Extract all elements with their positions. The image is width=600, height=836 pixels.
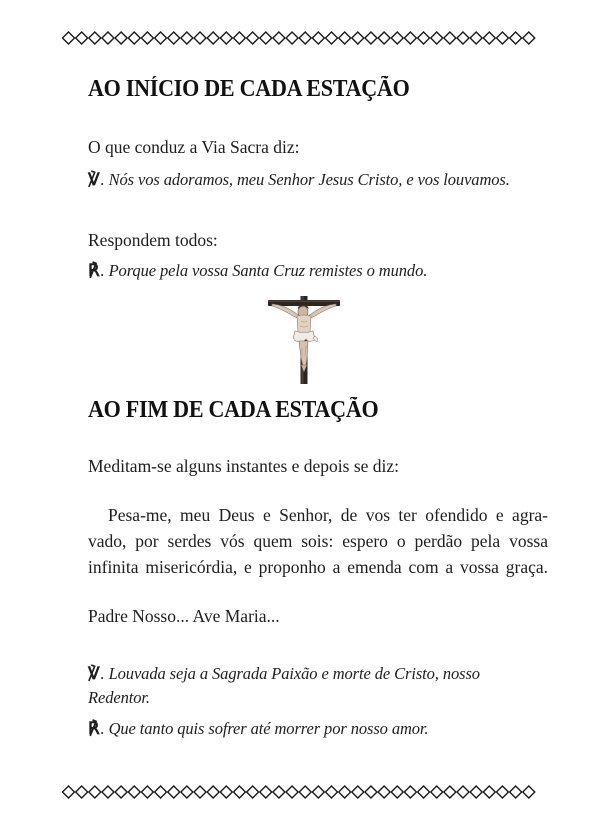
diamond-chain-link <box>523 786 535 798</box>
diamond-chain-link <box>76 786 88 798</box>
diamond-chain-link <box>418 786 430 798</box>
prayer-line-3: infinita misericórdia, e proponho a emenda com a vossa graça. <box>88 557 548 577</box>
diamond-chain-link <box>220 786 232 798</box>
diamond-chain-link <box>273 32 285 44</box>
diamond-chain-link <box>365 32 377 44</box>
versicle-line-end-2: Redentor. <box>88 688 150 707</box>
diamond-chain-link <box>365 786 377 798</box>
response-symbol: ℟ <box>88 261 100 280</box>
diamond-chain-link <box>273 786 285 798</box>
diamond-chain-link <box>470 32 482 44</box>
bottom-ornamental-border <box>62 785 548 799</box>
intro-all-text: Respondem todos: <box>88 230 218 250</box>
diamond-chain-link <box>128 32 140 44</box>
diamond-chain-link <box>299 32 311 44</box>
response-text: . Porque pela vossa Santa Cruz remistes o mundo. <box>100 261 428 280</box>
diamond-chain-link <box>510 786 522 798</box>
diamond-chain-link <box>431 786 443 798</box>
section-heading-start: AO INÍCIO DE CADA ESTAÇÃO <box>88 76 410 102</box>
diamond-chain-link <box>168 786 180 798</box>
prayers-text: Padre Nosso... Ave Maria... <box>88 606 280 626</box>
meditation-intro-text: Meditam-se alguns instantes e depois se diz: <box>88 456 400 476</box>
versicle-symbol-end: ℣ <box>88 664 100 683</box>
diamond-chain-link <box>207 786 219 798</box>
intro-leader-text: O que conduz a Via Sacra diz: <box>88 137 300 157</box>
diamond-chain-link <box>207 32 219 44</box>
diamond-chain-link <box>63 32 75 44</box>
response-line <box>88 261 427 281</box>
diamond-chain-link <box>168 32 180 44</box>
diamond-chain-link <box>470 786 482 798</box>
diamond-chain-link <box>233 786 245 798</box>
diamond-chain-link <box>299 786 311 798</box>
diamond-chain-link <box>115 32 127 44</box>
diamond-chain-link <box>141 32 153 44</box>
prayer-line-1: Pesa-me, meu Deus e Senhor, de vos ter ofendido e agra- <box>108 505 548 525</box>
diamond-chain-link <box>63 786 75 798</box>
diamond-chain-link <box>89 786 101 798</box>
diamond-chain-link <box>115 786 127 798</box>
prayer-line-2: vado, por serdes vós quem sois: espero o perdão pela vossa <box>88 531 548 551</box>
diamond-chain-link <box>339 786 351 798</box>
versicle-text: . Nós vos adoramos, meu Senhor Jesus Cristo, e vos louvamos. <box>100 170 510 189</box>
diamond-chain-link <box>510 32 522 44</box>
diamond-chain-link <box>181 786 193 798</box>
section-heading-end: AO FIM DE CADA ESTAÇÃO <box>88 397 379 423</box>
diamond-chain-link <box>483 32 495 44</box>
diamond-chain-link <box>286 786 298 798</box>
diamond-chain-link <box>194 786 206 798</box>
diamond-chain-link <box>312 32 324 44</box>
diamond-chain-link <box>523 32 535 44</box>
diamond-chain-link <box>391 786 403 798</box>
diamond-chain-link <box>404 786 416 798</box>
diamond-chain-link <box>496 786 508 798</box>
diamond-chain-link <box>457 32 469 44</box>
diamond-chain-link <box>89 32 101 44</box>
diamond-chain-link <box>404 32 416 44</box>
crucifix-icon <box>262 296 346 384</box>
diamond-chain-link <box>141 786 153 798</box>
diamond-chain-link <box>378 786 390 798</box>
diamond-chain-link <box>352 786 364 798</box>
top-ornamental-border <box>62 31 548 45</box>
diamond-chain-link <box>378 32 390 44</box>
diamond-chain-link <box>391 32 403 44</box>
contrition-prayer <box>88 502 548 580</box>
diamond-chain-link <box>194 32 206 44</box>
diamond-chain-link <box>155 32 167 44</box>
diamond-chain-link <box>128 786 140 798</box>
diamond-chain-link <box>260 32 272 44</box>
diamond-chain-link <box>233 32 245 44</box>
diamond-chain-link <box>326 32 338 44</box>
versicle-text-end-1: . Louvada seja a Sagrada Paixão e morte de Cristo, nosso <box>100 664 480 683</box>
versicle-line-end <box>88 664 480 684</box>
diamond-chain-link <box>483 786 495 798</box>
diamond-chain-link <box>247 32 259 44</box>
diamond-chain-link <box>352 32 364 44</box>
diamond-chain-link <box>102 786 114 798</box>
diamond-chain-link <box>76 32 88 44</box>
diamond-chain-link <box>339 32 351 44</box>
versicle-symbol: ℣ <box>88 170 100 189</box>
diamond-chain-link <box>418 32 430 44</box>
response-line-end <box>88 719 428 739</box>
diamond-chain-link <box>444 786 456 798</box>
diamond-chain-link <box>444 32 456 44</box>
diamond-chain-link <box>312 786 324 798</box>
diamond-chain-link <box>457 786 469 798</box>
diamond-chain-link <box>431 32 443 44</box>
diamond-chain-link <box>220 32 232 44</box>
diamond-chain-link <box>102 32 114 44</box>
diamond-chain-link <box>326 786 338 798</box>
response-text-end: . Que tanto quis sofrer até morrer por nosso amor. <box>100 719 429 738</box>
diamond-chain-link <box>181 32 193 44</box>
diamond-chain-link <box>260 786 272 798</box>
diamond-chain-link <box>247 786 259 798</box>
diamond-chain-link <box>155 786 167 798</box>
diamond-chain-link <box>286 32 298 44</box>
versicle-line <box>88 170 510 190</box>
response-symbol-end: ℟ <box>88 719 100 738</box>
diamond-chain-link <box>496 32 508 44</box>
